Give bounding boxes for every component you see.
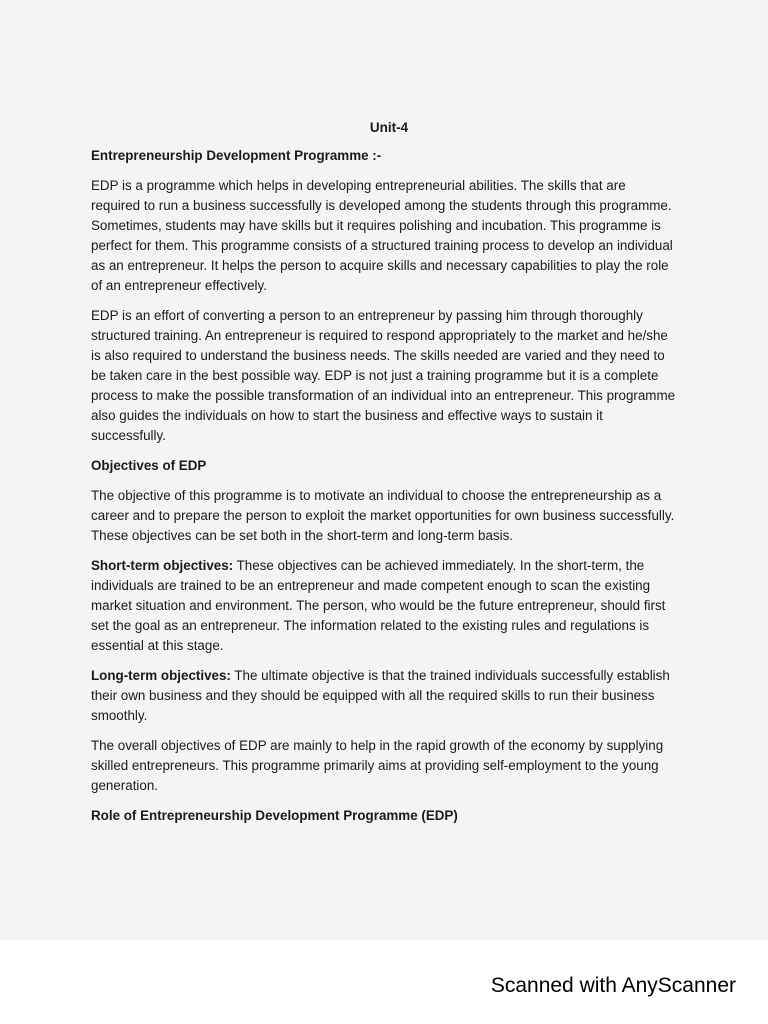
short-term-label: Short-term objectives: [91,558,234,573]
paragraph-edp-intro: EDP is a programme which helps in developing entrepreneurial abilities. The skills that are required to run a business successfully is developed among the students through this programme. Sometimes, students may have skills but it requires polishing and incubation. This programme is perfect for them. This programme consists of a structured training process to develop an individual as an entrepreneur. It helps the person to acquire skills and necessary capabilities to play the role of an entrepreneur effectively. [91,178,673,293]
heading-edp: Entrepreneurship Development Programme :- [91,148,382,163]
scanner-watermark: Scanned with AnyScanner [490,974,736,997]
paragraph-objectives: The objective of this programme is to motivate an individual to choose the entrepreneurship as a career and to prepare the person to exploit the market opportunities for own business successfully. These objectives can be set both in the short-term and long-term basis. [91,488,675,543]
paragraph-short-term [91,556,677,656]
paragraph-overall-objectives: The overall objectives of EDP are mainly to help in the rapid growth of the economy by supplying skilled entrepreneurs. This programme primarily aims at providing self-employment to the young generation. [91,738,664,793]
long-term-label: Long-term objectives: [91,668,231,683]
heading-role: Role of Entrepreneurship Development Programme (EDP) [91,808,458,823]
long-term-text: The ultimate objective is that the trained individuals successfully establish their own business and they should be equipped with all the required skills to run their business smoothly. [91,668,670,723]
heading-objectives: Objectives of EDP [91,458,207,473]
unit-title: Unit-4 [369,120,409,135]
paragraph-long-term [91,666,677,726]
paragraph-edp-effort: EDP is an effort of converting a person to an entrepreneur by passing him through thoroughly structured training. An entrepreneur is required to respond appropriately to the market and he/she is also required to understand the business needs. The skills needed are varied and they need to be taken care in the best possible way. EDP is not just a training programme but it is a complete process to make the possible transformation of an individual into an entrepreneur. This programme also guides the individuals on how to start the business and effective ways to sustain it successfully. [91,308,676,443]
document-body [91,118,677,836]
short-term-text: These objectives can be achieved immediately. In the short-term, the individuals are trained to be an entrepreneur and made competent enough to scan the existing market situation and environment. The person, who would be the future entrepreneur, should first set the goal as an entrepreneur. The information related to the existing rules and regulations is essential at this stage. [91,558,666,653]
